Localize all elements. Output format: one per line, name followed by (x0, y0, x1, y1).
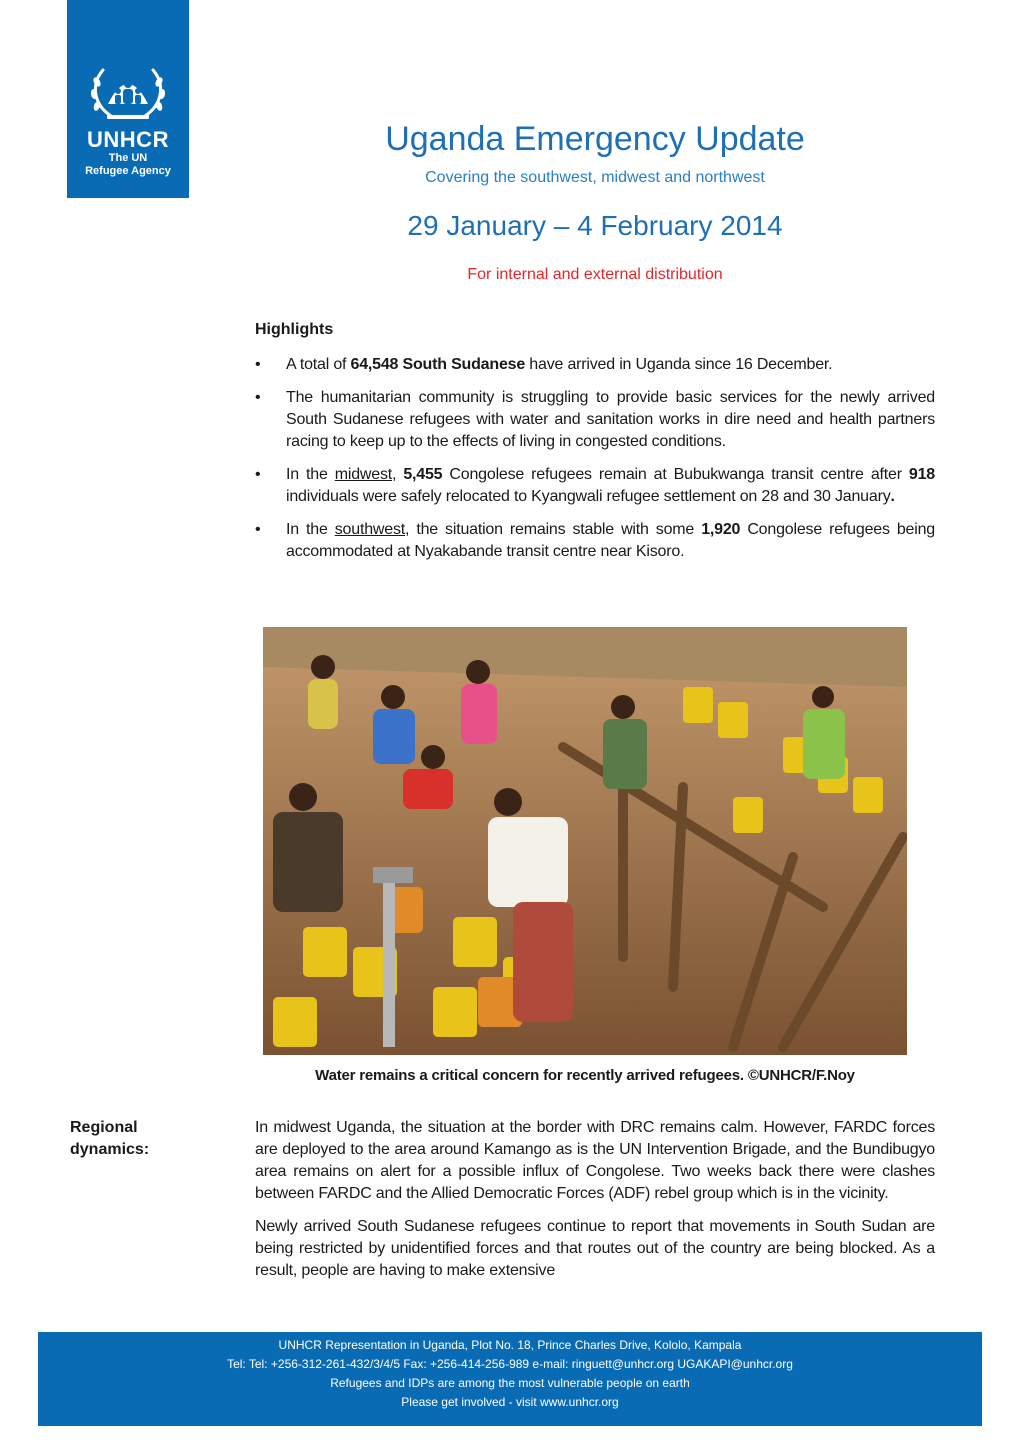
bullet-icon: • (255, 521, 261, 538)
logo-line2: Refugee Agency (85, 165, 171, 177)
footer-address: UNHCR Representation in Uganda, Plot No. 18, Prince Charles Drive, Kololo, Kampala (278, 1338, 742, 1352)
region-midwest: midwest (334, 466, 392, 483)
document-subtitle: Covering the southwest, midwest and northwest (425, 169, 765, 186)
bullet-icon: • (255, 389, 261, 406)
regional-dynamics-body (255, 1117, 935, 1293)
unhcr-logo (67, 0, 189, 198)
highlight-item: • In the southwest, the situation remains stable with some 1,920 Congolese refugees being accommodated at Nyakabande transit centre near Kisoro. (255, 521, 935, 560)
bullet-icon: • (255, 466, 261, 483)
paragraph: Newly arrived South Sudanese refugees continue to report that movements in South Sudan are being restricted by unidentified forces and that routes out of the country are being blocked. As a result, people are having to make extensive (255, 1218, 935, 1279)
page-footer (38, 1332, 982, 1426)
logo-line1: The UN (108, 152, 148, 164)
highlights-heading: Highlights (255, 321, 334, 338)
logo-abbr: UNHCR (87, 127, 169, 152)
document-title: Uganda Emergency Update (385, 120, 805, 158)
refugees-water-photo (263, 627, 907, 1055)
bullet-icon: • (255, 356, 261, 373)
highlight-item: • The humanitarian community is struggling to provide basic services for the newly arrived South Sudanese refugees with water and sanitation works in dire need and health partners racing to keep up to the effects of living in congested conditions. (255, 389, 935, 450)
highlight-item: • In the midwest, 5,455 Congolese refugees remain at Bubukwanga transit centre after 918 individuals were safely relocated to Kyangwali refugee settlement on 28 and 30 January. (255, 466, 935, 505)
highlight-item: • A total of 64,548 South Sudanese have arrived in Uganda since 16 December. (255, 354, 935, 376)
footer-contact: Tel: Tel: +256-312-261-432/3/4/5 Fax: +256-414-256-989 e-mail: ringuett@unhcr.org UGAKAPI@unhcr.org (227, 1357, 793, 1371)
photo-illustration (263, 627, 907, 1055)
footer-website: Please get involved - visit www.unhcr.org (401, 1395, 619, 1409)
regional-dynamics-heading: Regional dynamics: (70, 1119, 150, 1158)
document-dates: 29 January – 4 February 2014 (407, 210, 783, 241)
paragraph: In midwest Uganda, the situation at the border with DRC remains calm. However, FARDC forces are deployed to the area around Kamango as is the UN Intervention Brigade, and the Bundibugyo area remains on alert for a possible influx of Congolese. Two weeks back there were clashes between FARDC and the Allied Democratic Forces (ADF) rebel group which is in the vicinity. (255, 1119, 935, 1202)
photo-caption: Water remains a critical concern for recently arrived refugees. ©UNHCR/F.Noy (315, 1067, 855, 1084)
region-southwest: southwest (334, 521, 405, 538)
highlights-list (255, 354, 935, 574)
footer-tagline: Refugees and IDPs are among the most vulnerable people on earth (330, 1376, 690, 1390)
distribution-note: For internal and external distribution (467, 266, 723, 283)
unhcr-emblem-icon (85, 60, 171, 124)
